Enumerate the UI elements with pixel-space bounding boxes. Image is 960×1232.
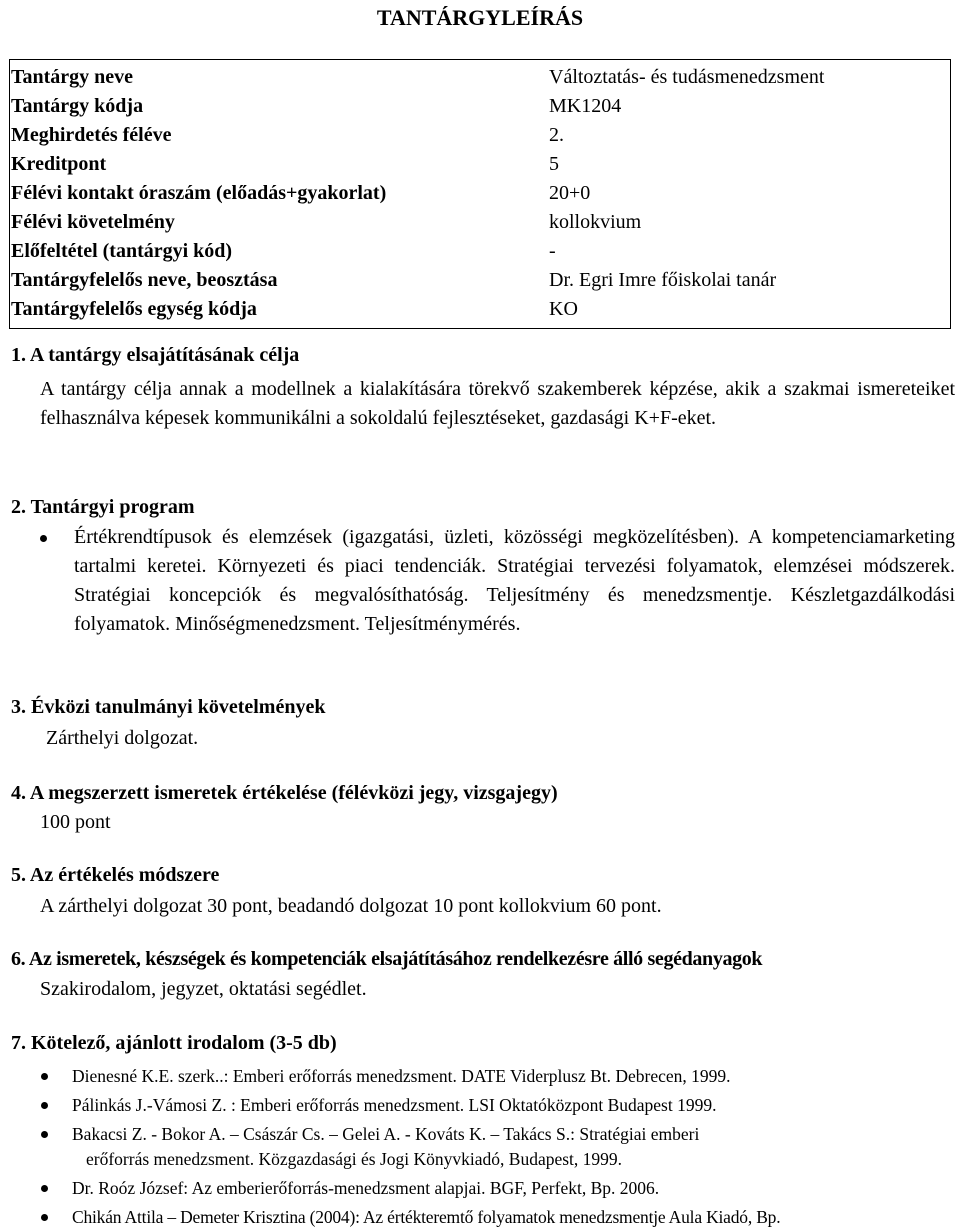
info-row-semester (10, 121, 950, 150)
info-row-responsible (10, 266, 950, 295)
info-row-prerequisite (10, 237, 950, 266)
bullet-icon (41, 1185, 48, 1192)
section-2-heading: 2. Tantárgyi program (11, 496, 195, 518)
literature-entry: Chikán Attila – Demeter Krisztina (2004): Az értékteremtő folyamatok menedzsmentje Aula Kiadó, Bp. (72, 1207, 781, 1227)
section-5-body: A zárthelyi dolgozat 30 pont, beadandó dolgozat 10 pont kollokvium 60 pont. (40, 895, 662, 917)
info-row-course-name (10, 63, 950, 92)
info-label: Tantárgy neve (11, 66, 134, 88)
document-title: TANTÁRGYLEÍRÁS (376, 5, 584, 30)
section-3-heading: 3. Évközi tanulmányi követelmények (11, 696, 326, 718)
bullet-icon (41, 1073, 48, 1080)
section-1-body: A tantárgy célja annak a modellnek a kialakítására törekvő szakemberek képzése, akik a szakmai ismereteiket felhasználva képesek kommunikálni a sokoldalú fejlesztéseket, gazdasági K+F-eket. (40, 378, 955, 429)
info-label: Tantárgy kódja (11, 95, 144, 117)
section-3-body: Zárthelyi dolgozat. (46, 727, 199, 749)
section-4-heading: 4. A megszerzett ismeretek értékelése (félévközi jegy, vizsgajegy) (11, 782, 558, 804)
info-label: Félévi követelmény (11, 211, 175, 233)
info-label: Meghirdetés féléve (11, 124, 172, 146)
section-1-heading: 1. A tantárgy elsajátításának célja (11, 344, 300, 366)
info-label: Kreditpont (11, 153, 107, 175)
literature-entry: Pálinkás J.-Vámosi Z. : Emberi erőforrás menedzsment. LSI Oktatóközpont Budapest 1999. (72, 1095, 717, 1115)
info-value: Dr. Egri Imre főiskolai tanár (549, 269, 777, 291)
info-label: Előfeltétel (tantárgyi kód) (11, 240, 233, 262)
section-5-heading: 5. Az értékelés módszere (11, 864, 220, 886)
info-value: KO (549, 298, 578, 320)
info-value: - (549, 240, 556, 262)
info-value: 5 (549, 153, 559, 175)
bullet-icon (40, 535, 47, 542)
section-7-heading: 7. Kötelező, ajánlott irodalom (3-5 db) (11, 1032, 337, 1054)
info-label: Tantárgyfelelős egység kódja (11, 298, 257, 320)
bullet-icon (41, 1214, 48, 1221)
section-6-heading: 6. Az ismeretek, készségek és kompetenciák elsajátításához rendelkezésre álló segédanyagok (11, 948, 763, 970)
info-value: 2. (549, 124, 564, 146)
section-6-body: Szakirodalom, jegyzet, oktatási segédlet. (40, 978, 367, 1000)
literature-entry: Dr. Roóz József: Az emberierőforrás-menedzsment alapjai. BGF, Perfekt, Bp. 2006. (72, 1178, 660, 1198)
info-value: MK1204 (549, 95, 622, 117)
program-text: Értékrendtípusok és elemzések (igazgatási, üzleti, közösségi megközelítésben). A kompetenciamarketing tartalmi keretei. Környezeti és piaci tendenciák. Stratégiai tervezési folyamatok, elemzései módszerek. Stratégiai koncepciók és megvalósíthatóság. Teljesítmény és menedzsmentje. Készletgazdálkodási folyamatok. Minőségmenedzsment. Teljesítménymérés. (74, 526, 955, 635)
section-4-body: 100 pont (40, 811, 111, 833)
info-label: Félévi kontakt óraszám (előadás+gyakorlat) (11, 182, 387, 204)
info-row-contact-hours (10, 179, 950, 208)
info-label: Tantárgyfelelős neve, beosztása (11, 269, 278, 291)
info-row-credits (10, 150, 950, 179)
info-value: kollokvium (549, 211, 642, 233)
literature-entry: Bakacsi Z. - Bokor A. – Császár Cs. – Gelei A. - Kováts K. – Takács S.: Stratégiai emberi (72, 1124, 700, 1144)
info-value: 20+0 (549, 182, 591, 204)
info-value: Változtatás- és tudásmenedzsment (549, 66, 825, 88)
course-info-table (9, 59, 951, 329)
literature-entry: Dienesné K.E. szerk..: Emberi erőforrás menedzsment. DATE Viderplusz Bt. Debrecen, 1999. (72, 1066, 731, 1086)
literature-entry-continuation: erőforrás menedzsment. Közgazdasági és Jogi Könyvkiadó, Budapest, 1999. (86, 1149, 623, 1169)
bullet-icon (41, 1102, 48, 1109)
info-row-requirement (10, 208, 950, 237)
bullet-icon (41, 1131, 48, 1138)
info-row-course-code (10, 92, 950, 121)
info-row-unit-code (10, 295, 950, 324)
